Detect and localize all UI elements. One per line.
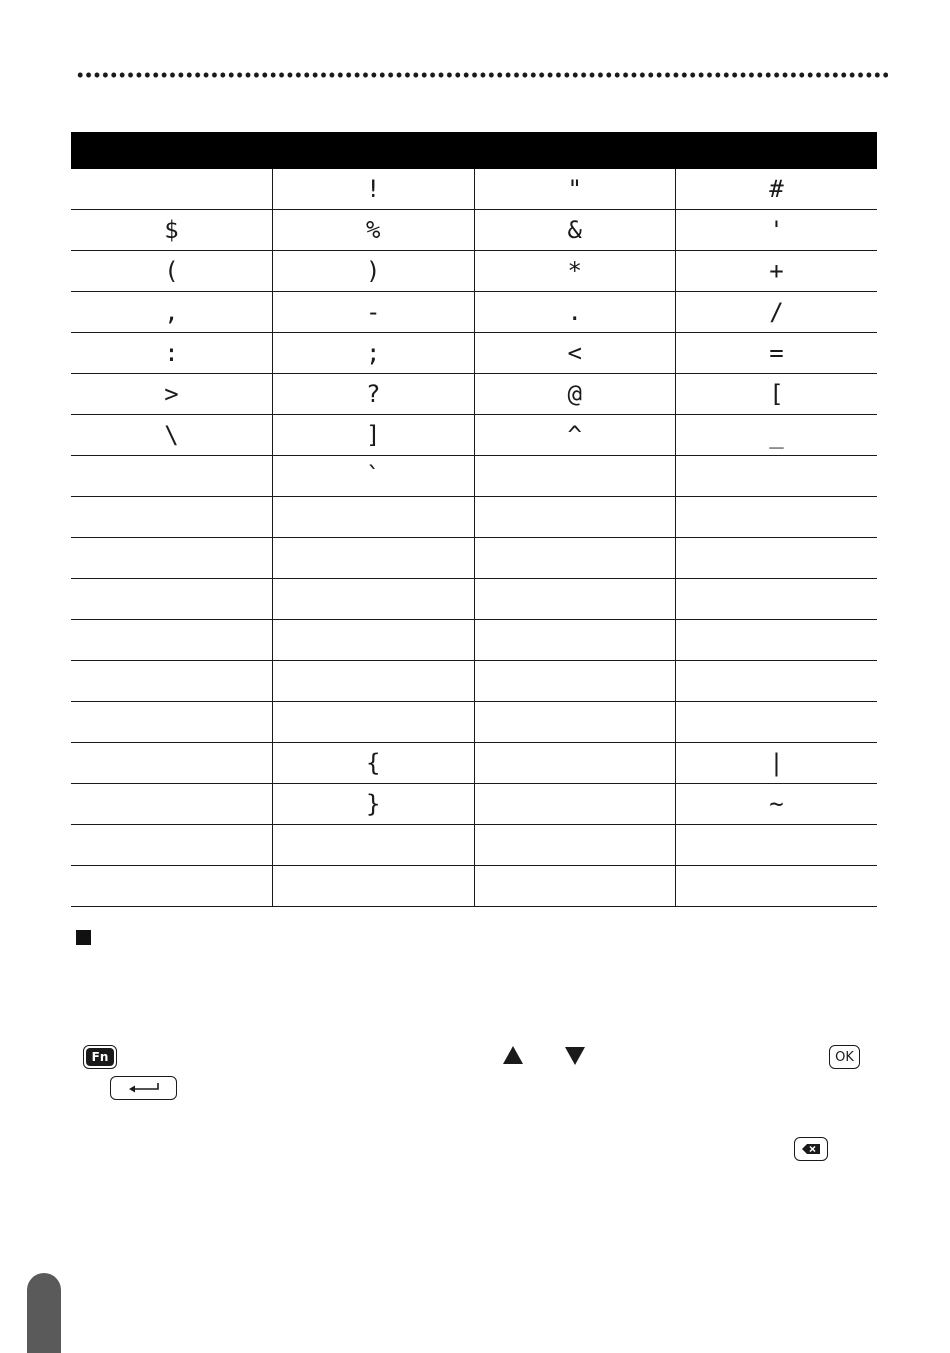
symbols-table-body — [71, 169, 877, 907]
symbol-cell: ) — [273, 251, 475, 292]
triangle-down-icon — [565, 1047, 585, 1065]
symbol-cell: { — [273, 743, 475, 784]
table-row — [71, 333, 877, 374]
symbol-cell — [71, 784, 273, 825]
symbol-cell — [273, 866, 475, 907]
symbols-table — [71, 169, 877, 907]
symbol-cell: ( — [71, 251, 273, 292]
symbol-cell — [273, 579, 475, 620]
symbol-cell: / — [676, 292, 878, 333]
symbol-cell — [71, 661, 273, 702]
symbol-cell — [71, 825, 273, 866]
symbol-cell — [676, 825, 878, 866]
section-bullet-icon — [76, 930, 91, 945]
symbol-cell: ~ — [676, 784, 878, 825]
symbol-cell — [676, 702, 878, 743]
symbol-cell: ' — [676, 210, 878, 251]
symbol-cell: ? — [273, 374, 475, 415]
symbol-cell: _ — [676, 415, 878, 456]
symbol-cell — [71, 743, 273, 784]
table-row — [71, 538, 877, 579]
ok-key-icon — [829, 1045, 860, 1069]
symbol-cell — [676, 538, 878, 579]
table-row — [71, 866, 877, 907]
symbol-cell: & — [474, 210, 676, 251]
symbol-cell — [71, 497, 273, 538]
symbol-cell — [676, 497, 878, 538]
symbol-cell — [71, 620, 273, 661]
symbol-cell — [273, 661, 475, 702]
symbol-cell: * — [474, 251, 676, 292]
table-row — [71, 169, 877, 210]
symbol-cell: = — [676, 333, 878, 374]
symbol-cell: % — [273, 210, 475, 251]
symbol-cell — [474, 538, 676, 579]
table-row — [71, 702, 877, 743]
symbol-cell — [71, 169, 273, 210]
symbol-cell — [273, 538, 475, 579]
symbol-cell — [474, 702, 676, 743]
symbol-cell — [71, 866, 273, 907]
symbol-cell: $ — [71, 210, 273, 251]
table-row — [71, 825, 877, 866]
symbol-cell: < — [474, 333, 676, 374]
symbol-cell: : — [71, 333, 273, 374]
triangle-up-icon — [503, 1046, 523, 1064]
table-row — [71, 292, 877, 333]
symbol-cell: ^ — [474, 415, 676, 456]
symbol-cell: | — [676, 743, 878, 784]
symbol-cell — [71, 579, 273, 620]
symbol-cell — [676, 456, 878, 497]
dotted-rule — [76, 72, 888, 78]
symbol-cell: ; — [273, 333, 475, 374]
table-row — [71, 374, 877, 415]
backspace-icon — [801, 1143, 821, 1155]
table-header-bar — [71, 132, 877, 169]
symbol-cell — [474, 579, 676, 620]
table-row — [71, 784, 877, 825]
symbol-cell — [71, 456, 273, 497]
fn-key-icon — [83, 1045, 117, 1069]
backspace-key-icon — [794, 1137, 828, 1161]
symbol-cell: - — [273, 292, 475, 333]
symbol-cell: [ — [676, 374, 878, 415]
symbol-cell: @ — [474, 374, 676, 415]
table-row — [71, 620, 877, 661]
symbol-cell — [676, 579, 878, 620]
symbol-cell: . — [474, 292, 676, 333]
symbol-cell — [71, 702, 273, 743]
symbol-cell — [474, 456, 676, 497]
symbol-cell: \ — [71, 415, 273, 456]
symbol-cell — [474, 620, 676, 661]
symbol-cell — [474, 497, 676, 538]
enter-arrow-icon — [127, 1082, 161, 1094]
table-row — [71, 210, 877, 251]
enter-key-icon — [110, 1076, 177, 1100]
symbol-cell — [676, 866, 878, 907]
symbol-cell: # — [676, 169, 878, 210]
symbol-cell — [676, 661, 878, 702]
symbol-cell: , — [71, 292, 273, 333]
table-row — [71, 497, 877, 538]
symbol-cell — [273, 702, 475, 743]
symbol-cell — [474, 743, 676, 784]
page-tab — [27, 1273, 61, 1353]
table-row — [71, 661, 877, 702]
symbol-cell — [474, 661, 676, 702]
symbol-cell: ` — [273, 456, 475, 497]
symbol-cell — [273, 620, 475, 661]
symbol-cell — [676, 620, 878, 661]
symbol-cell: } — [273, 784, 475, 825]
symbol-cell: + — [676, 251, 878, 292]
symbol-cell — [474, 866, 676, 907]
symbol-cell: > — [71, 374, 273, 415]
table-row — [71, 251, 877, 292]
symbol-cell — [474, 784, 676, 825]
symbol-cell — [273, 825, 475, 866]
ok-key-label: OK — [835, 1049, 854, 1065]
symbol-cell — [71, 538, 273, 579]
fn-key-label: Fn — [86, 1048, 114, 1066]
symbol-cell — [273, 497, 475, 538]
table-row — [71, 579, 877, 620]
symbol-cell — [474, 825, 676, 866]
table-row — [71, 456, 877, 497]
table-row — [71, 743, 877, 784]
symbol-cell: ! — [273, 169, 475, 210]
symbol-cell: " — [474, 169, 676, 210]
table-row — [71, 415, 877, 456]
symbol-cell: ] — [273, 415, 475, 456]
